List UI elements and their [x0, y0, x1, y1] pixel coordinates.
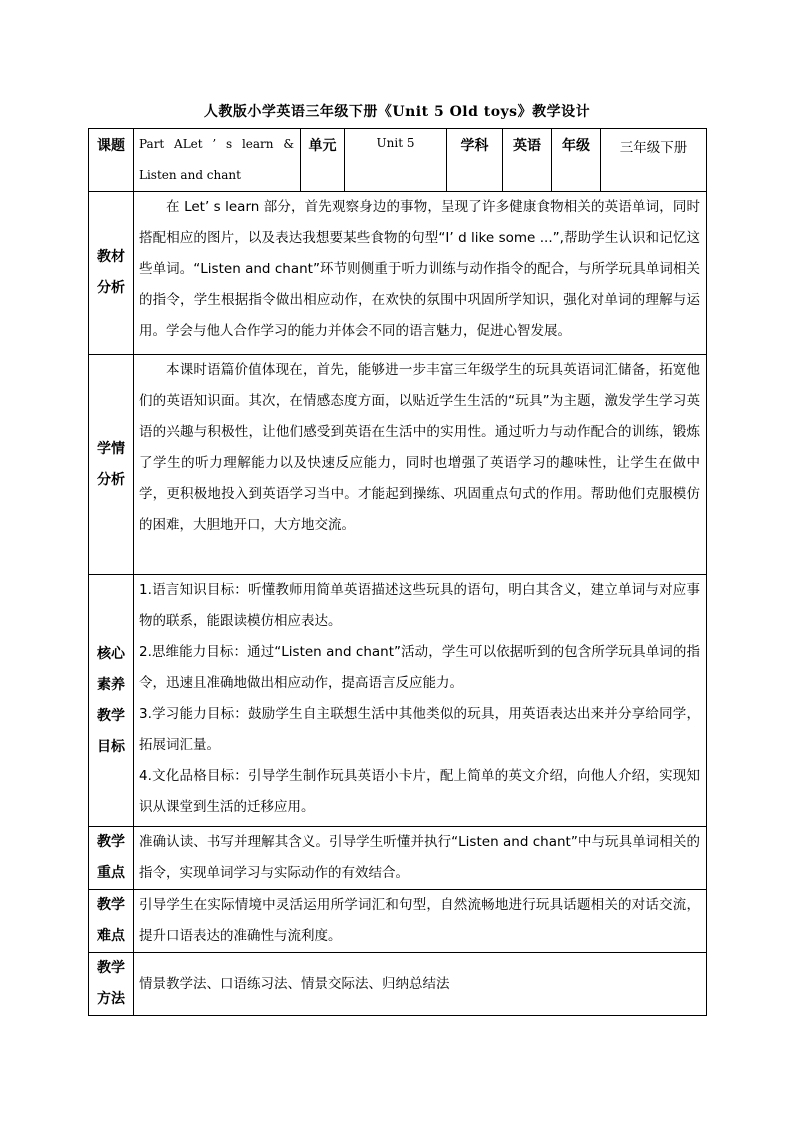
- key-points-label: [89, 827, 134, 890]
- material-label-line2: 分析: [97, 280, 125, 296]
- goals-label-line2: 素养: [97, 676, 125, 693]
- difficulties-text-cell: [134, 890, 707, 953]
- students-label-line1: 学情: [97, 440, 125, 457]
- key-points-text-cell: [134, 827, 707, 890]
- methods-text: 情景教学法、口语练习法、情景交际法、归纳总结法: [139, 975, 450, 992]
- students-label-line2: 分析: [97, 471, 125, 488]
- goals-label-line4: 目标: [97, 738, 125, 755]
- methods-label: [89, 953, 134, 1016]
- grade-label: 年级: [552, 129, 601, 192]
- unit-label: 单元: [301, 129, 345, 192]
- methods-row: [89, 953, 707, 1016]
- goals-label-line1: 核心: [97, 645, 125, 662]
- topic-label: 课题: [89, 129, 134, 192]
- difficulties-label-line1: 教学: [97, 897, 125, 913]
- methods-text-cell: [134, 953, 707, 1016]
- goal-item-4: 4.文化品格目标：引导学生制作玩具英语小卡片，配上简单的英文介绍，向他人介绍，实现知识从课堂到生活的迁移应用。: [139, 768, 700, 815]
- difficulties-label-line2: 难点: [97, 928, 125, 944]
- students-row: [89, 355, 707, 575]
- topic-value: Part ALet ’ s learn & Listen and chant: [134, 129, 301, 192]
- goal-item-3: 3.学习能力目标：鼓励学生自主联想生活中其他类似的玩具，用英语表达出来并分享给同学，拓展词汇量。: [139, 706, 700, 753]
- goals-row: [89, 575, 707, 827]
- students-text: 本课时语篇价值体现在，首先，能够进一步丰富三年级学生的玩具英语词汇储备，拓宽他们的英语知识面。其次，在情感态度方面，以贴近学生生活的“玩具”为主题，激发学生学习英语的兴趣与积极性，让他们感受到英语在生活中的实用性。通过听力与动作配合的训练，锻炼了学生的听力理解能力以及快速反应能力，同时也增强了英语学习的趣味性，让学生在做中学，更积极地投入到英语学习当中。才能起到操练、巩固重点句式的作用。帮助他们克服模仿的困难，大胆地开口，大方地交流。: [139, 362, 700, 533]
- material-text-cell: [134, 192, 707, 355]
- header-row: [89, 129, 707, 192]
- subject-label: 学科: [447, 129, 503, 192]
- difficulties-text: 引导学生在实际情境中灵活运用所学词汇和句型，自然流畅地进行玩具话题相关的对话交流，提升口语表达的准确性与流利度。: [139, 897, 700, 944]
- key-points-label-line2: 重点: [97, 865, 125, 881]
- methods-label-line1: 教学: [97, 960, 125, 976]
- key-points-text: 准确认读、书写并理解其含义。引导学生听懂并执行“Listen and chant”中与玩具单词相关的指令，实现单词学习与实际动作的有效结合。: [139, 834, 700, 881]
- lesson-plan-table: [88, 128, 707, 1016]
- methods-label-line2: 方法: [97, 991, 125, 1007]
- difficulties-label: [89, 890, 134, 953]
- grade-value: 三年级下册: [601, 129, 707, 192]
- key-points-row: [89, 827, 707, 890]
- goal-item-1: 1.语言知识目标：听懂教师用简单英语描述这些玩具的语句，明白其含义，建立单词与对应事物的联系，能跟读模仿相应表达。: [139, 582, 700, 629]
- goals-label: [89, 575, 134, 827]
- key-points-label-line1: 教学: [97, 834, 125, 850]
- material-label: [89, 192, 134, 355]
- students-label: [89, 355, 134, 575]
- material-label-line1: 教材: [97, 249, 125, 265]
- page-title: 人教版小学英语三年级下册《Unit 5 Old toys》教学设计: [203, 104, 591, 120]
- difficulties-row: [89, 890, 707, 953]
- material-text: 在 Let’ s learn 部分，首先观察身边的事物，呈现了许多健康食物相关的英语单词，同时搭配相应的图片，以及表达我想要某些食物的句型“I’ d like some ...”,帮助学生认识和记忆这些单词。“Listen and chant”环节则侧重于听力训练与动作指令的配合，与所学玩具单词相关的指令，学生根据指令做出相应动作，在欢快的氛围中巩固所学知识，强化对单词的理解与运用。学会与他人合作学习的能力并体会不同的语言魅力，促进心智发展。: [139, 199, 700, 339]
- material-row: [89, 192, 707, 355]
- goals-label-line3: 教学: [97, 707, 125, 724]
- goal-item-2: 2.思维能力目标：通过“Listen and chant”活动，学生可以依据听到的包含所学玩具单词的指令，迅速且准确地做出相应动作，提高语言反应能力。: [139, 644, 700, 691]
- subject-value: 英语: [503, 129, 552, 192]
- unit-value: Unit 5: [345, 129, 447, 192]
- goals-text-cell: [134, 575, 707, 827]
- students-text-cell: [134, 355, 707, 575]
